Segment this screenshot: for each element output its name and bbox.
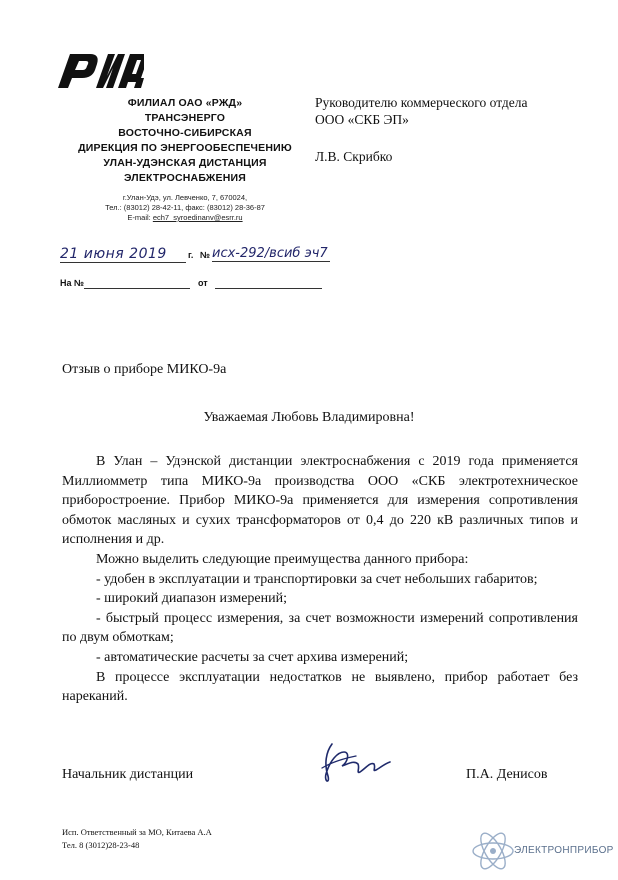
reference-from-field bbox=[215, 288, 322, 289]
org-line: ФИЛИАЛ ОАО «РЖД» bbox=[127, 97, 243, 109]
year-suffix: г. bbox=[188, 250, 194, 260]
org-line: ЭЛЕКТРОСНАБЖЕНИЯ bbox=[124, 172, 246, 184]
watermark-logo bbox=[470, 828, 614, 874]
address-line: г.Улан-Удэ, ул. Левченко, 7, 670024, bbox=[122, 193, 248, 202]
subject-line: Отзыв о приборе МИКО-9а bbox=[62, 362, 227, 377]
address-line: Тел.: (83012) 28-42-11, факс: (83012) 28-36-87 bbox=[105, 203, 265, 212]
rzd-logo bbox=[52, 48, 144, 90]
org-line: ВОСТОЧНО-СИБИРСКАЯ bbox=[118, 127, 252, 139]
org-line: ТРАНСЭНЕРГО bbox=[144, 112, 226, 124]
signature-position: Начальник дистанции bbox=[62, 767, 194, 782]
number-handwritten: исх-292/всиб эч7 bbox=[212, 246, 330, 262]
list-item: - автоматические расчеты за счет архива измерений; bbox=[96, 649, 409, 665]
footer-executor: Исп. Ответственный за МО, Китаева А.А bbox=[62, 827, 212, 837]
letter-body bbox=[62, 452, 578, 707]
email-link[interactable]: ech7_syroedinanv@esrr.ru bbox=[152, 213, 243, 222]
recipient-block bbox=[315, 94, 528, 165]
body-paragraph: В процессе эксплуатации недостатков не выявлено, прибор работает без нареканий. bbox=[62, 669, 578, 705]
number-label: № bbox=[200, 250, 211, 260]
handwritten-signature bbox=[318, 738, 398, 788]
footer-phone: Тел. 8 (3012)28-23-48 bbox=[62, 840, 140, 850]
recipient-line: ООО «СКБ ЭП» bbox=[315, 112, 409, 127]
organization-block bbox=[60, 96, 310, 186]
signature-name: П.А. Денисов bbox=[466, 767, 548, 782]
salutation: Уважаемая Любовь Владимировна! bbox=[203, 410, 415, 425]
date-handwritten: 21 июня 2019 bbox=[60, 246, 186, 263]
body-paragraph: Можно выделить следующие преимущества данного прибора: bbox=[96, 551, 469, 567]
reference-to-label: На № bbox=[60, 278, 85, 288]
atom-icon bbox=[470, 828, 516, 874]
email-label: E-mail: bbox=[127, 213, 151, 222]
list-item: - быстрый процесс измерения, за счет возможности измерений сопротивления по двум обмоткам; bbox=[62, 610, 578, 646]
registration-line bbox=[60, 246, 330, 268]
reference-from-label: от bbox=[198, 278, 208, 288]
recipient-name: Л.В. Скрибко bbox=[315, 149, 393, 164]
reference-to-field bbox=[84, 288, 190, 289]
reference-line bbox=[60, 278, 330, 292]
email-line bbox=[70, 213, 300, 223]
watermark-text: ЭЛЕКТРОНПРИБОР bbox=[514, 845, 614, 856]
org-line: УЛАН-УДЭНСКАЯ ДИСТАНЦИЯ bbox=[103, 157, 267, 169]
address-block bbox=[70, 193, 300, 223]
body-paragraph: В Улан – Удэнской дистанции электроснабжения с 2019 года применяется Миллиомметр типа МИКО-9а производства ООО «СКБ электротехническое приборостроение. Прибор МИКО-9а применяется для измерения сопротивления обмоток масляных и сухих трансформаторов от 0,4 до 220 кВ различных типов и исполнения и др. bbox=[62, 454, 578, 548]
list-item: - широкий диапазон измерений; bbox=[96, 591, 287, 607]
recipient-line: Руководителю коммерческого отдела bbox=[315, 95, 528, 110]
list-item: - удобен в эксплуатации и транспортировки за счет небольших габаритов; bbox=[96, 571, 538, 587]
org-line: ДИРЕКЦИЯ ПО ЭНЕРГООБЕСПЕЧЕНИЮ bbox=[78, 142, 292, 154]
